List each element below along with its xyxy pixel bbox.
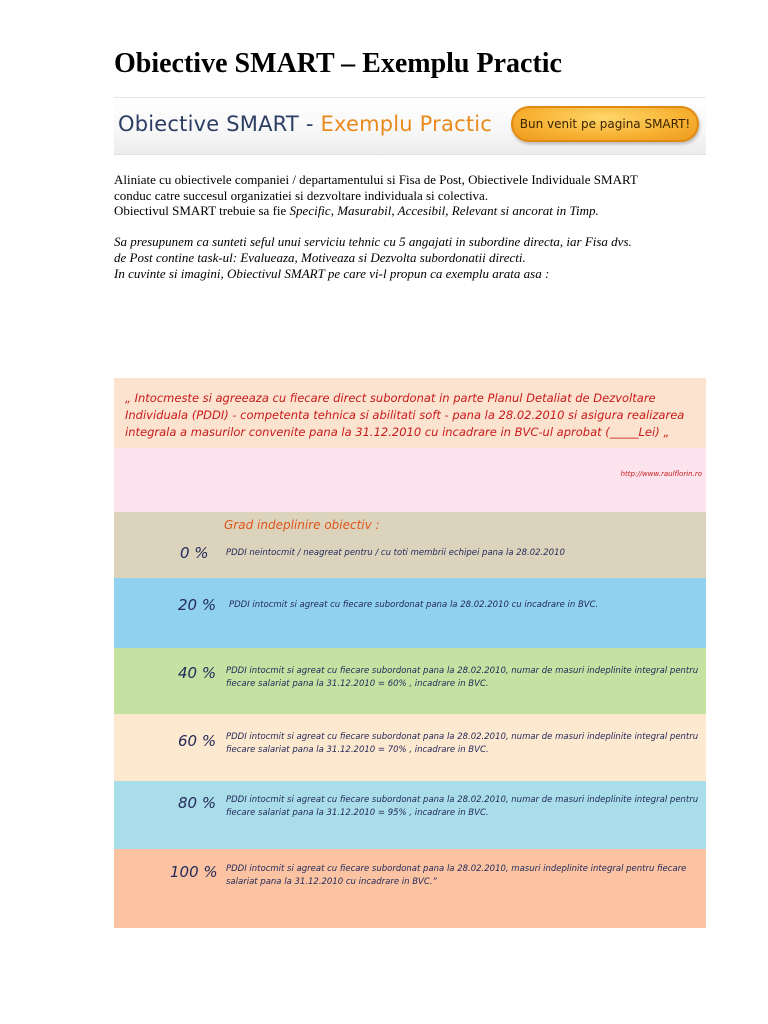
intro-text — [114, 172, 644, 281]
grade-description: PDDI intocmit si agreat cu fiecare subordonat pana la 28.02.2010 cu incadrare in BVC. — [229, 600, 599, 610]
banner-title — [118, 112, 492, 136]
grade-percent: 40 % — [178, 664, 217, 682]
grade-description: PDDI intocmit si agreat cu fiecare subordonat pana la 28.02.2010, masuri indeplinite integral pentru fiecare salariat pana la 31.12.2010 cu incadrare in BVC.” — [226, 864, 687, 887]
grade-level-40 — [114, 648, 706, 714]
grade-description: PDDI intocmit si agreat cu fiecare subordonat pana la 28.02.2010, numar de masuri indeplinite integral pentru fiecare salariat pana la 31.12.2010 = 60% , incadrare in BVC. — [226, 666, 699, 689]
grade-percent: 60 % — [178, 732, 217, 750]
grade-percent: 100 % — [170, 863, 218, 881]
intro-p3-text: Sa presupunem ca sunteti seful unui serviciu tehnic cu 5 angajati in subordine directa, iar Fisa dvs. de Post contine task-ul: Evalueaza, Motiveaza si Dezvolta subordonatii directi. — [114, 234, 632, 265]
grade-description: PDDI intocmit si agreat cu fiecare subordonat pana la 28.02.2010, numar de masuri indeplinite integral pentru fiecare salariat pana la 31.12.2010 = 70% , incadrare in BVC. — [226, 732, 699, 755]
page-title: Obiective SMART – Exemplu Practic — [114, 48, 562, 79]
source-band — [114, 448, 706, 512]
smart-banner — [114, 97, 706, 155]
intro-p2-italic: Specific, Masurabil, Accesibil, Relevant si ancorat in Timp. — [289, 203, 599, 219]
grade-description: PDDI intocmit si agreat cu fiecare subordonat pana la 28.02.2010, numar de masuri indeplinite integral pentru fiecare salariat pana la 31.12.2010 = 95% , incadrare in BVC. — [226, 795, 699, 818]
intro-paragraph-3 — [114, 234, 644, 265]
grade-percent: 20 % — [178, 596, 217, 614]
welcome-badge[interactable]: Bun venit pe pagina SMART! — [511, 106, 699, 142]
intro-paragraph-4 — [114, 266, 644, 282]
intro-paragraph-1: Aliniate cu obiectivele companiei / departamentului si Fisa de Post, Obiectivele Individuale SMART conduc catre succesul organizatiei si dezvoltare individuala si colectiva. — [114, 172, 638, 203]
intro-paragraph-2 — [114, 203, 644, 219]
grade-level-60 — [114, 714, 706, 781]
banner-title-part1: Obiective SMART - — [118, 112, 321, 136]
grade-percent: 0 % — [180, 544, 209, 562]
objective-statement: „ Intocmeste si agreeaza cu fiecare direct subordonat in parte Planul Detaliat de Dezvoltare Individuala (PDDI) - competenta tehnica si abilitati soft - pana la 28.02.2010 si asigura realizarea integrala a masurilor convenite pana la 31.12.2010 cu incadrare in BVC-ul aprobat (_____Lei) „ — [125, 391, 685, 439]
intro-p2-prefix: Obiectivul SMART trebuie sa fie — [114, 203, 290, 219]
source-url: http://www.raulflorin.ro — [620, 470, 702, 478]
grade-level-80 — [114, 781, 706, 849]
banner-title-part2: Exemplu Practic — [320, 112, 493, 136]
grade-heading: Grad indeplinire obiectiv : — [224, 518, 380, 532]
objective-band — [114, 378, 706, 448]
grade-level-20 — [114, 578, 706, 648]
grade-percent: 80 % — [178, 794, 217, 812]
grade-level-0 — [114, 512, 706, 578]
grade-level-100 — [114, 849, 706, 928]
grade-description: PDDI neintocmit / neagreat pentru / cu toti membrii echipei pana la 28.02.2010 — [226, 548, 565, 558]
smart-example-figure — [114, 378, 706, 928]
intro-p4-text: In cuvinte si imagini, Obiectivul SMART pe care vi-l propun ca exemplu arata asa : — [114, 265, 550, 281]
